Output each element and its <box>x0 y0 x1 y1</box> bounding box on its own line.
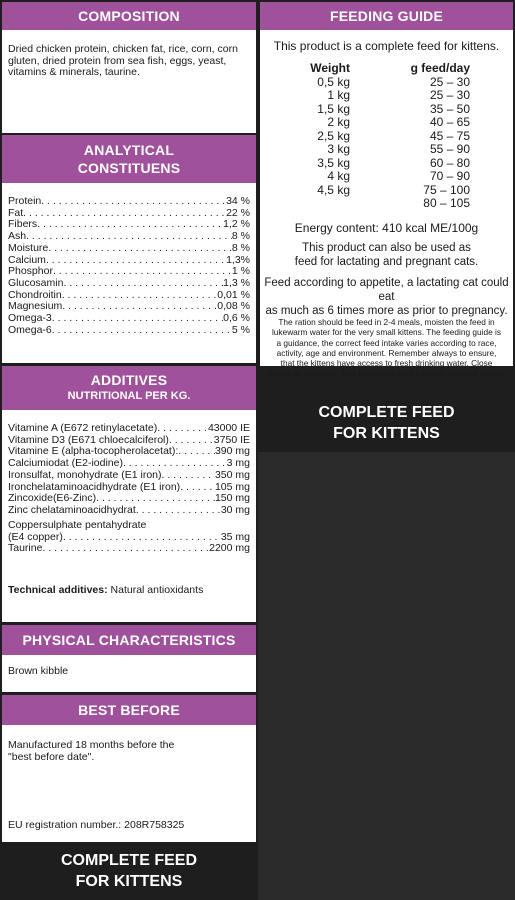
feeding-panel <box>260 30 513 379</box>
feeding-weight: 1,5 kg <box>317 101 350 116</box>
ration-text <box>260 317 513 379</box>
best-before-title: BEST BEFORE <box>78 702 180 718</box>
feeding-rows <box>294 76 474 198</box>
taurine-value: 2200 mg <box>209 542 250 555</box>
additives-extra <box>8 520 250 555</box>
feeding-amount: 70 – 90 <box>429 169 470 183</box>
feeding-extra-feed: 80 – 105 <box>423 196 470 210</box>
analytical-name: Omega-6 <box>8 323 52 336</box>
ration-line6: container after use. This keeps the feed fresh for a longer period. <box>267 368 506 379</box>
physical-panel <box>2 655 256 692</box>
taurine-row <box>8 543 250 555</box>
analytical-name: Fat <box>8 206 24 219</box>
right-banner-line2: FOR KITTENS <box>333 425 440 442</box>
analytical-list <box>8 196 250 336</box>
feeding-intro: This product is a complete feed for kittens. <box>273 39 500 53</box>
additives-value: 150 mg <box>214 492 250 505</box>
best-before-panel <box>2 725 256 842</box>
analytical-row <box>8 313 250 325</box>
additives-name: Vitamine D3 (E671 chloecalciferol) <box>8 433 169 446</box>
best-before-header <box>2 695 256 725</box>
bottom-banner-line1: COMPLETE FEED <box>60 852 197 869</box>
feeding-amount: 40 – 65 <box>429 115 470 129</box>
bottom-banner <box>0 850 258 892</box>
appetite-line1: Feed according to appetite, a lactating cat could eat <box>264 277 509 303</box>
analytical-name: Moisture <box>8 241 49 254</box>
feeding-col-feed: g feed/day <box>410 61 470 75</box>
analytical-row <box>8 243 250 255</box>
additives-value: 3 mg <box>226 457 250 470</box>
eu-registration: EU registration number.: 208R758325 <box>8 819 185 831</box>
ration-line3: a guidance, the correct feed intake varies according to race, <box>276 337 497 348</box>
feeding-amount: 25 – 30 <box>429 88 470 102</box>
additives-title: ADDITIVES <box>90 372 168 388</box>
physical-text: Brown kibble <box>8 665 69 677</box>
analytical-name: Protein <box>8 195 42 207</box>
additives-name: Vitamine E (alpha-tocopherolacetat): <box>8 445 179 458</box>
analytical-panel <box>2 183 256 363</box>
technical-label: Technical additives: <box>8 584 108 596</box>
analytical-header <box>2 135 256 183</box>
additives-value: 105 mg <box>214 480 250 493</box>
energy-content: Energy content: 410 kcal ME/100g <box>294 221 479 235</box>
appetite-text <box>260 276 513 318</box>
feeding-amount: 60 – 80 <box>429 155 470 170</box>
appetite-line2: as much as 6 times more as prior to pregnancy. <box>265 305 508 317</box>
analytical-name: Magnesium <box>8 300 63 313</box>
feeding-row <box>294 170 474 184</box>
analytical-value: 0,08 % <box>217 300 250 313</box>
analytical-name: Glucosamin <box>8 276 64 289</box>
feeding-row <box>294 103 474 117</box>
feeding-amount: 45 – 75 <box>429 128 470 143</box>
additives-value: 3750 IE <box>213 433 250 446</box>
feeding-weight: 0,5 kg <box>317 74 350 89</box>
technical-additives <box>8 585 203 597</box>
composition-panel <box>2 30 256 133</box>
feeding-amount: 35 – 50 <box>429 101 470 116</box>
additives-header <box>2 366 256 410</box>
additives-name: Zincoxide(E6-Zinc) <box>8 492 97 505</box>
feeding-weight: 3,5 kg <box>317 155 350 170</box>
additives-value: 43000 IE <box>207 422 250 434</box>
physical-header <box>2 625 256 655</box>
taurine-name: Taurine <box>8 542 43 555</box>
analytical-row <box>8 208 250 220</box>
right-banner <box>258 402 515 444</box>
analytical-row <box>8 278 250 290</box>
best-before-text-line1: Manufactured 18 months before the <box>8 739 175 751</box>
additives-name: Ironsulfat, monohydrate (E1 iron) <box>8 468 162 481</box>
analytical-name: Ash <box>8 230 27 243</box>
composition-title: COMPOSITION <box>78 8 180 24</box>
analytical-name: Omega-3 <box>8 312 52 325</box>
additives-name: Zinc chelataminoacidhydrat <box>8 503 136 516</box>
additives-row <box>8 423 250 435</box>
ration-line5: that the kittens have access to fresh drinking water. Close <box>280 358 493 369</box>
right-column <box>258 0 515 452</box>
feeding-row <box>294 184 474 198</box>
analytical-row <box>8 196 250 208</box>
feeding-row <box>294 76 474 90</box>
copper-name: (E4 copper) <box>8 530 63 543</box>
analytical-title-line2: CONSTITUENS <box>77 160 181 176</box>
analytical-value: 1 % <box>231 265 250 278</box>
lactating-text <box>260 241 513 269</box>
ration-line1: The ration should be feed in 2-4 meals, moisten the feed in <box>278 317 495 327</box>
analytical-value: 0,6 % <box>223 312 250 325</box>
analytical-value: 5 % <box>231 323 250 336</box>
feeding-table-header <box>294 62 474 76</box>
analytical-value: 0,01 % <box>217 288 250 301</box>
right-banner-line1: COMPLETE FEED <box>318 404 455 421</box>
feeding-table <box>294 62 474 211</box>
additives-row <box>8 505 250 517</box>
analytical-row <box>8 219 250 231</box>
analytical-value: 1,3% <box>226 253 250 266</box>
additives-value: 30 mg <box>220 503 250 516</box>
ration-line4: activity, age and environment. Remember always to ensure, <box>276 347 497 358</box>
analytical-name: Phosphor <box>8 265 53 278</box>
feeding-title: FEEDING GUIDE <box>329 8 444 24</box>
lactating-line2: feed for lactating and pregnant cats. <box>294 256 479 268</box>
analytical-name: Chondroitin <box>8 288 62 301</box>
feeding-weight: 4,5 kg <box>317 182 350 197</box>
additives-subtitle: NUTRITIONAL PER KG. <box>67 390 191 402</box>
additives-row <box>8 470 250 482</box>
best-before-text-line2: "best before date". <box>8 751 95 763</box>
lactating-line1: This product can also be used as <box>302 242 471 254</box>
feeding-weight: 2,5 kg <box>317 128 350 143</box>
feeding-row <box>294 130 474 144</box>
feeding-amount: 75 – 100 <box>423 182 470 197</box>
composition-text: Dried chicken protein, chicken fat, rice, corn, corn gluten, dried protein from sea fish, eggs, yeast, vitamins & minerals, taurine. <box>8 43 238 78</box>
copper-value: 35 mg <box>220 530 250 543</box>
analytical-name: Calcium <box>8 253 46 266</box>
composition-header <box>2 2 256 30</box>
feeding-weight: 2 kg <box>327 115 350 129</box>
analytical-name: Fibers <box>8 218 38 231</box>
ration-line2: lukewarm water for the very small kittens. The feeding guide is <box>271 327 502 338</box>
analytical-value: 1,2 % <box>223 218 250 231</box>
feeding-weight: 4 kg <box>327 169 350 183</box>
feeding-row <box>294 89 474 103</box>
technical-value: Natural antioxidants <box>110 584 204 596</box>
additives-value: 350 mg <box>214 468 250 481</box>
additives-name: Vitamine A (E672 retinylacetate) <box>8 422 158 434</box>
analytical-title-line1: ANALYTICAL <box>83 142 175 158</box>
bottom-banner-line2: FOR KITTENS <box>75 873 183 890</box>
additives-list <box>8 423 250 517</box>
feeding-weight: 1 kg <box>327 88 350 102</box>
additives-value: 390 mg <box>214 445 250 458</box>
feeding-extra-row <box>294 197 474 211</box>
feeding-col-weight: Weight <box>310 61 350 75</box>
analytical-value: 8 % <box>231 230 250 243</box>
feeding-amount: 25 – 30 <box>429 74 470 89</box>
feeding-header <box>260 2 513 30</box>
additives-panel <box>2 410 256 622</box>
physical-title: PHYSICAL CHARACTERISTICS <box>22 632 236 648</box>
analytical-value: 34 % <box>226 195 250 207</box>
feeding-row <box>294 157 474 171</box>
analytical-value: 8 % <box>231 241 250 254</box>
analytical-row <box>8 325 250 337</box>
analytical-value: 1,3 % <box>223 276 250 289</box>
feeding-row <box>294 116 474 130</box>
feeding-amount: 55 – 90 <box>429 142 470 156</box>
feeding-weight: 3 kg <box>327 142 350 156</box>
additives-name: Ironchelataminoacidhydrate (E1 iron) <box>8 480 181 493</box>
analytical-value: 22 % <box>226 206 250 219</box>
copper-line1: Coppersulphate pentahydrate <box>8 519 147 531</box>
additives-name: Calciumiodat (E2-iodine) <box>8 457 123 470</box>
feeding-row <box>294 143 474 157</box>
